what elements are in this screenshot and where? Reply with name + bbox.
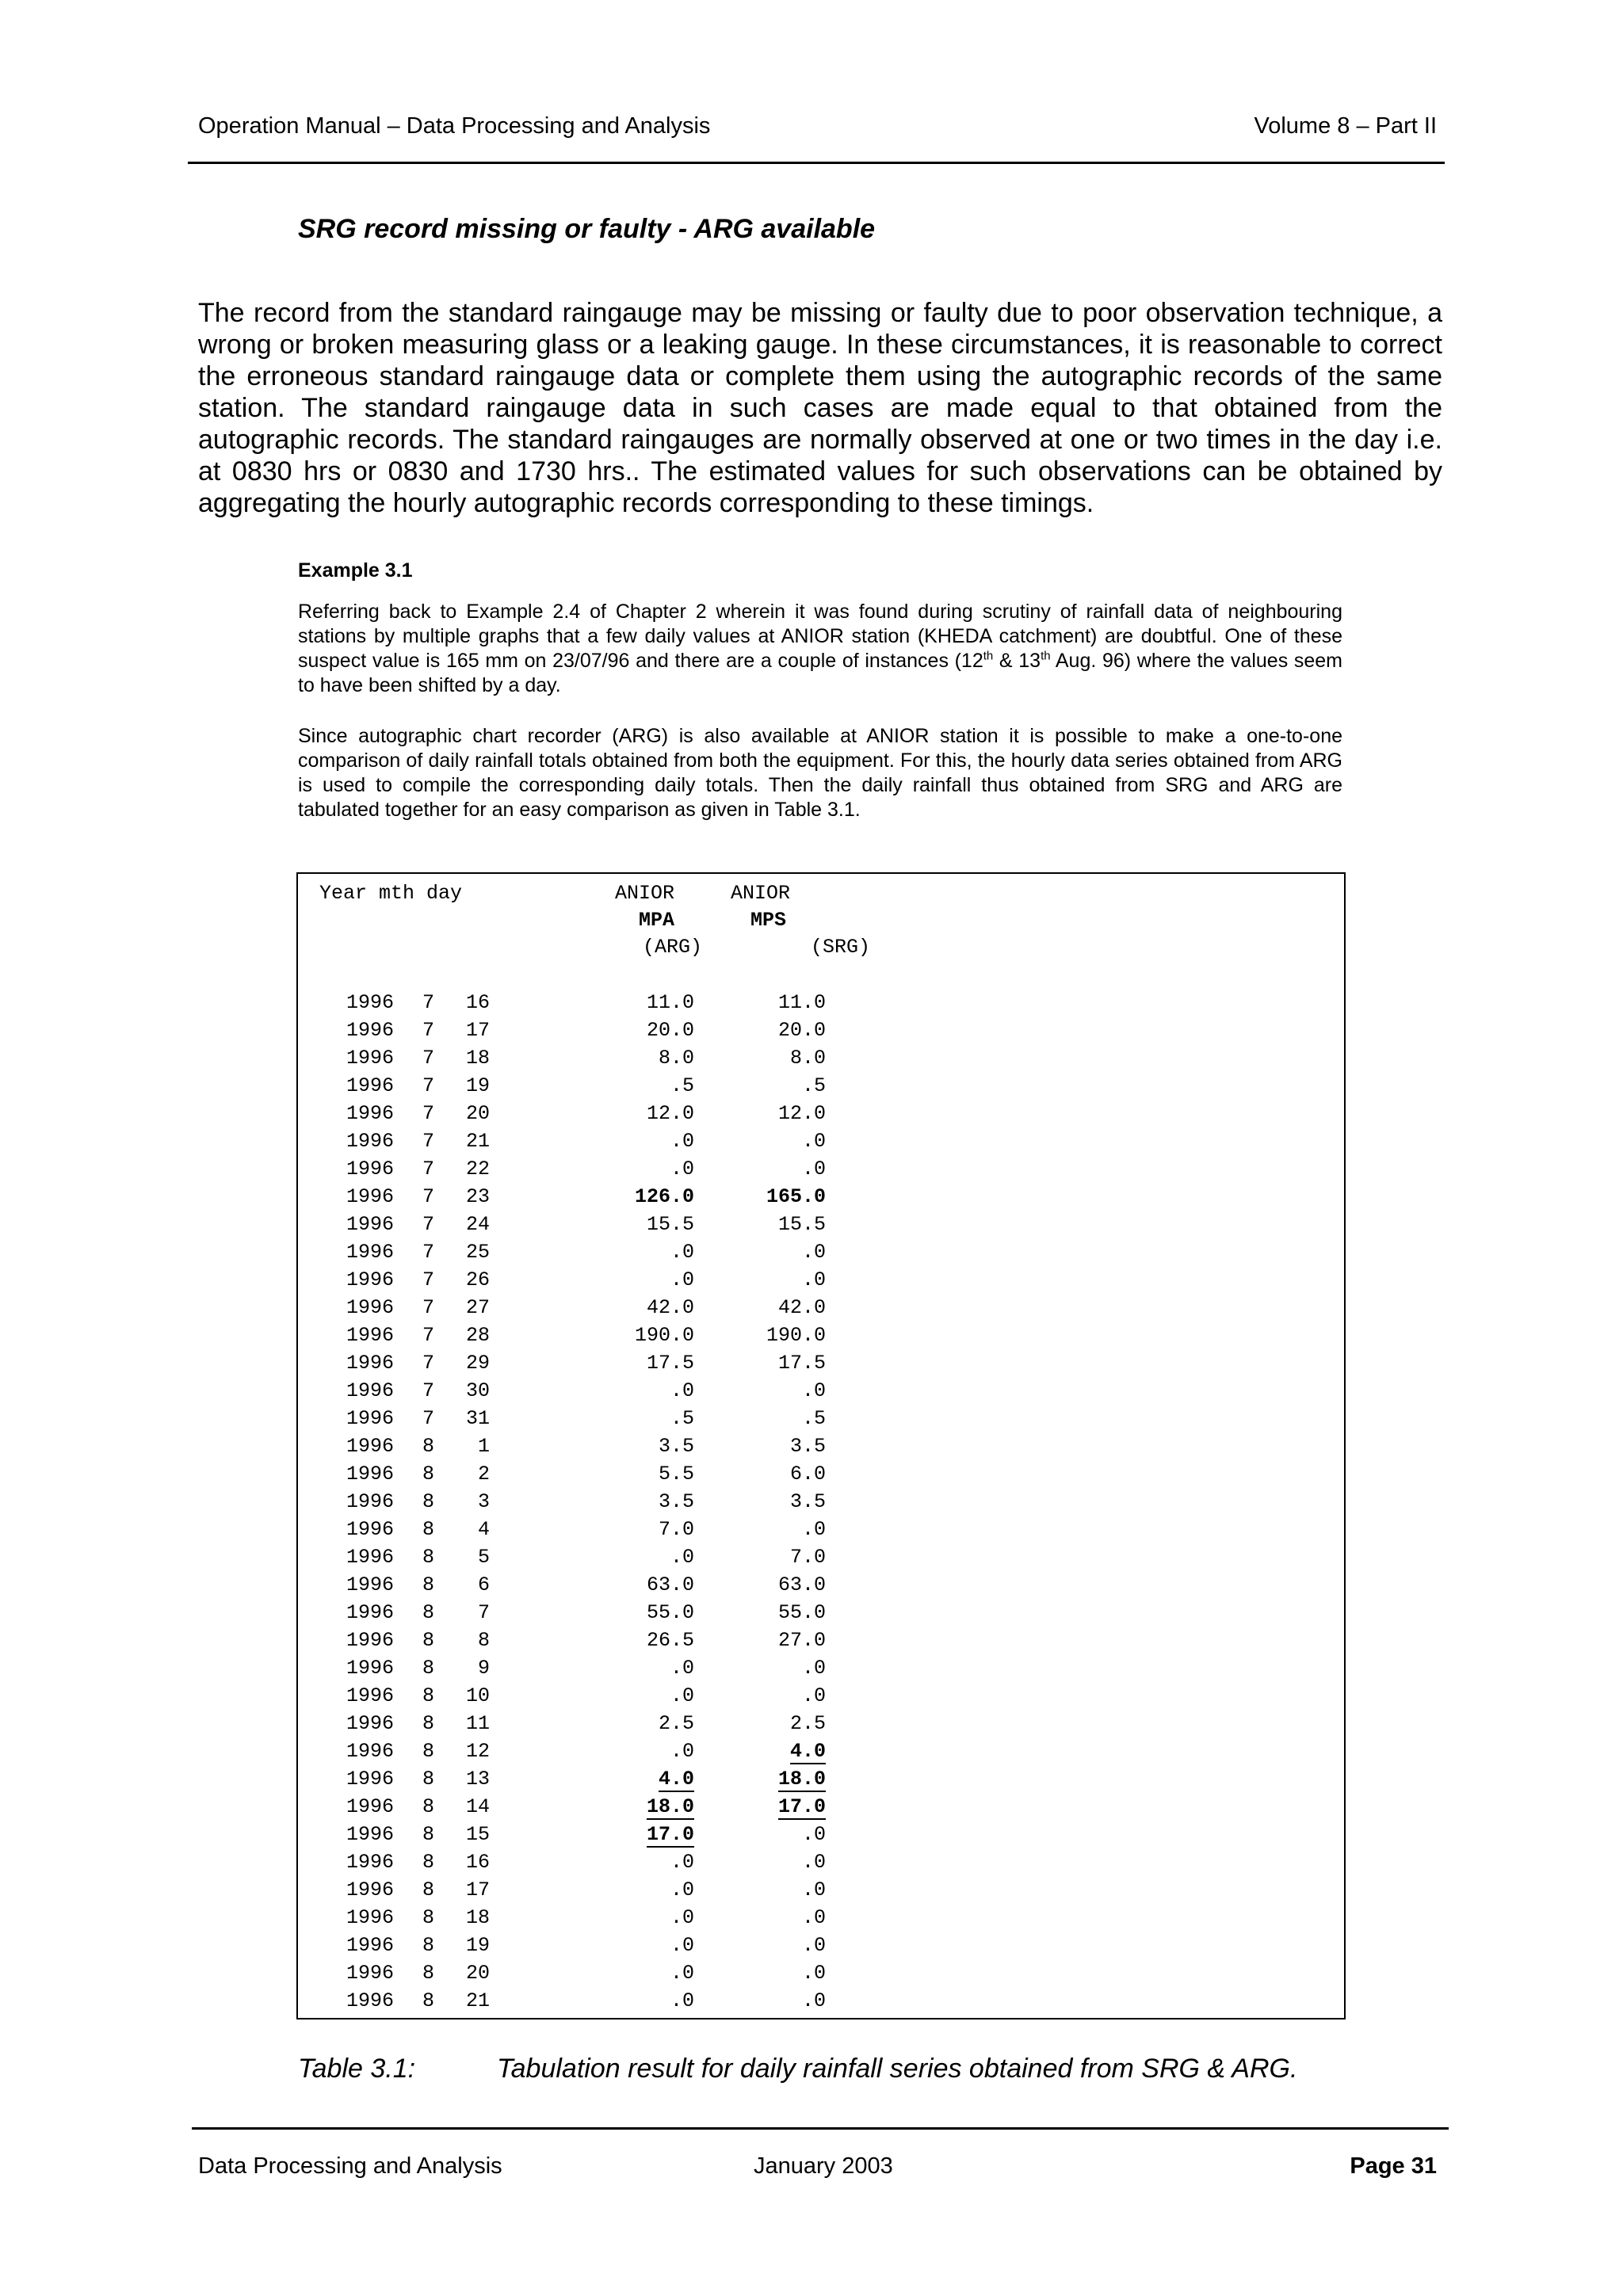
cell-year: 1996 [346,1158,394,1180]
cell-srg: .5 [801,1074,826,1097]
table-header-b-type: (SRG) [810,936,870,959]
cell-day: 17 [465,1878,490,1901]
cell-month: 7 [422,1296,434,1319]
cell-day: 19 [465,1934,490,1957]
cell-month: 8 [422,1934,434,1957]
cell-year: 1996 [346,1241,394,1264]
cell-day: 30 [465,1379,490,1402]
cell-month: 7 [422,1047,434,1070]
cell-day: 20 [465,1962,490,1985]
cell-day: 9 [477,1657,490,1680]
cell-arg: .0 [670,1851,694,1874]
cell-day: 7 [477,1601,490,1624]
cell-arg: .0 [670,1962,694,1985]
cell-srg: 63.0 [777,1573,826,1596]
table-header-a-type: (ARG) [642,936,702,959]
cell-srg: 11.0 [777,991,826,1014]
cell-day: 29 [465,1352,490,1375]
cell-month: 7 [422,1352,434,1375]
cell-day: 27 [465,1296,490,1319]
cell-year: 1996 [346,1268,394,1291]
cell-month: 7 [422,1074,434,1097]
cell-srg: .0 [801,1379,826,1402]
cell-day: 5 [477,1546,490,1569]
cell-day: 12 [465,1740,490,1763]
cell-month: 8 [422,1878,434,1901]
cell-arg: 15.5 [646,1213,694,1236]
cell-srg: 3.5 [789,1490,826,1513]
cell-srg [731,1794,826,1821]
cell-month: 8 [422,1518,434,1541]
cell-year: 1996 [346,1379,394,1402]
cell-year: 1996 [346,1601,394,1624]
cell-year: 1996 [346,1684,394,1707]
cell-srg-underlined: 17.0 [777,1795,826,1818]
cell-srg-underlined: 4.0 [789,1740,826,1763]
cell-day: 21 [465,1130,490,1153]
cell-day: 31 [465,1407,490,1430]
footer-date: January 2003 [754,2153,893,2179]
cell-month: 7 [422,1379,434,1402]
table-header-b-code: MPS [750,909,786,932]
cell-year: 1996 [346,1074,394,1097]
cell-day: 21 [465,1989,490,2012]
cell-month: 8 [422,1768,434,1791]
cell-month: 7 [422,1102,434,1125]
cell-month: 7 [422,991,434,1014]
header-divider [188,162,1445,164]
cell-srg: 3.5 [789,1435,826,1458]
cell-year: 1996 [346,1768,394,1791]
cell-arg: .0 [670,1878,694,1901]
cell-month: 7 [422,1241,434,1264]
cell-srg: .0 [801,1158,826,1180]
cell-month: 8 [422,1795,434,1818]
cell-year: 1996 [346,1795,394,1818]
cell-arg: .0 [670,1379,694,1402]
cell-month: 8 [422,1684,434,1707]
cell-srg: 8.0 [789,1047,826,1070]
cell-arg: 8.0 [658,1047,694,1070]
cell-arg: 63.0 [646,1573,694,1596]
cell-srg: .0 [801,1851,826,1874]
cell-year: 1996 [346,1657,394,1680]
cell-year: 1996 [346,1019,394,1042]
cell-arg: 5.5 [658,1463,694,1486]
cell-year: 1996 [346,1324,394,1347]
cell-year: 1996 [346,1047,394,1070]
cell-arg: 55.0 [646,1601,694,1624]
cell-year: 1996 [346,1906,394,1929]
cell-month: 7 [422,1185,434,1208]
cell-month: 7 [422,1324,434,1347]
cell-srg: .0 [801,1684,826,1707]
cell-month: 7 [422,1268,434,1291]
example-paragraph-2: Since autographic chart recorder (ARG) is also available at ANIOR station it is possible to make a one-to-one comparison of daily rainfall totals obtained from both the equipment. For this, the hourly data series obtained from ARG is used to compile the corresponding daily totals. Then the daily rainfall thus obtained from SRG and ARG are tabulated together for an easy comparison as given in Table 3.1. [298,725,1342,821]
cell-arg: .0 [670,1546,694,1569]
cell-day: 23 [465,1185,490,1208]
cell-month: 8 [422,1657,434,1680]
cell-srg: .0 [801,1268,826,1291]
cell-day: 15 [465,1823,490,1846]
cell-year: 1996 [346,1546,394,1569]
cell-arg-underlined: 4.0 [658,1768,694,1791]
cell-day: 18 [465,1906,490,1929]
cell-arg: 12.0 [646,1102,694,1125]
cell-month: 7 [422,1407,434,1430]
superscript-th-2: th [1041,649,1051,663]
table-header-a-code: MPA [638,909,674,932]
superscript-th-1: th [983,649,994,663]
cell-day: 3 [477,1490,490,1513]
footer-title: Data Processing and Analysis [198,2153,502,2179]
rainfall-table [296,872,1346,2019]
cell-srg: .0 [801,1130,826,1153]
cell-month: 8 [422,1906,434,1929]
cell-day: 2 [477,1463,490,1486]
cell-year: 1996 [346,1823,394,1846]
cell-year: 1996 [346,1740,394,1763]
cell-day: 20 [465,1102,490,1125]
cell-day: 1 [477,1435,490,1458]
cell-day: 18 [465,1047,490,1070]
cell-srg: 7.0 [789,1546,826,1569]
cell-arg: 17.5 [646,1352,694,1375]
cell-year: 1996 [346,1130,394,1153]
example-title: Example 3.1 [298,559,413,582]
table-header-a-station: ANIOR [614,882,674,905]
cell-day: 25 [465,1241,490,1264]
cell-month: 8 [422,1546,434,1569]
cell-srg: .0 [801,1962,826,1985]
footer-divider [192,2127,1449,2130]
cell-year: 1996 [346,1878,394,1901]
cell-srg: .0 [801,1878,826,1901]
cell-year: 1996 [346,1407,394,1430]
cell-srg: .0 [801,1657,826,1680]
cell-arg: 190.0 [634,1324,694,1347]
cell-month: 7 [422,1019,434,1042]
cell-year: 1996 [346,1934,394,1957]
cell-month: 7 [422,1213,434,1236]
cell-day: 17 [465,1019,490,1042]
cell-year: 1996 [346,1296,394,1319]
cell-srg [731,1738,826,1765]
cell-year: 1996 [346,1102,394,1125]
cell-arg: 26.5 [646,1629,694,1652]
example-paragraph-1 [298,600,1342,698]
cell-month: 8 [422,1435,434,1458]
cell-month: 8 [422,1712,434,1735]
cell-year: 1996 [346,991,394,1014]
example-paragraph-1-text-c: Aug. 96) where the values seem to have been shifted by a day. [298,650,1342,696]
cell-day: 26 [465,1268,490,1291]
cell-srg: .0 [801,1241,826,1264]
cell-arg: .5 [670,1074,694,1097]
cell-arg: 7.0 [658,1518,694,1541]
cell-year: 1996 [346,1463,394,1486]
cell-month: 8 [422,1851,434,1874]
cell-year: 1996 [346,1962,394,1985]
cell-srg: 6.0 [789,1463,826,1486]
cell-srg: 165.0 [766,1185,826,1208]
cell-arg: 42.0 [646,1296,694,1319]
cell-arg: 20.0 [646,1019,694,1042]
header-title: Operation Manual – Data Processing and Analysis [198,113,711,139]
table-header-date: Year mth day [319,882,463,905]
cell-srg: .0 [801,1906,826,1929]
body-paragraph: The record from the standard raingauge may be missing or faulty due to poor observation technique, a wrong or broken measuring glass or a leaking gauge. In these circumstances, it is reasonable to correct the erroneous standard raingauge data or complete them using the autographic records of the same station. The standard raingauge data in such cases are made equal to that obtained from the autographic records. The standard raingauges are normally observed at one or two times in the day i.e. at 0830 hrs or 0830 and 1730 hrs.. The estimated values for such observations can be obtained by aggregating the hourly autographic records corresponding to these timings. [198,298,1442,518]
cell-arg: 11.0 [646,991,694,1014]
cell-day: 22 [465,1158,490,1180]
example-paragraph-1-text-b: & 13 [993,650,1041,672]
cell-year: 1996 [346,1435,394,1458]
cell-arg: .0 [670,1268,694,1291]
cell-day: 16 [465,991,490,1014]
cell-month: 8 [422,1823,434,1846]
cell-arg: 3.5 [658,1435,694,1458]
cell-srg: 15.5 [777,1213,826,1236]
cell-srg: 12.0 [777,1102,826,1125]
cell-day: 6 [477,1573,490,1596]
cell-srg: 2.5 [789,1712,826,1735]
footer-page-number: Page 31 [1350,2153,1437,2179]
cell-month: 7 [422,1130,434,1153]
cell-arg: .0 [670,1241,694,1264]
cell-srg: 17.5 [777,1352,826,1375]
cell-srg: .0 [801,1989,826,2012]
cell-arg: .0 [670,1684,694,1707]
table-caption-text: Tabulation result for daily rainfall series obtained from SRG & ARG. [497,2054,1298,2084]
cell-arg: 126.0 [634,1185,694,1208]
cell-srg: 55.0 [777,1601,826,1624]
cell-year: 1996 [346,1989,394,2012]
cell-arg: 2.5 [658,1712,694,1735]
cell-srg: .5 [801,1407,826,1430]
cell-arg: .0 [670,1989,694,2012]
cell-srg: 42.0 [777,1296,826,1319]
cell-arg: .0 [670,1906,694,1929]
cell-srg: 190.0 [766,1324,826,1347]
cell-arg: 3.5 [658,1490,694,1513]
cell-year: 1996 [346,1213,394,1236]
cell-month: 8 [422,1463,434,1486]
cell-day: 24 [465,1213,490,1236]
cell-day: 28 [465,1324,490,1347]
cell-srg: 20.0 [777,1019,826,1042]
cell-srg: 27.0 [777,1629,826,1652]
cell-arg [599,1766,694,1793]
cell-month: 8 [422,1629,434,1652]
cell-arg: .0 [670,1657,694,1680]
table-caption-label: Table 3.1: [298,2054,416,2084]
example-paragraph-1-text-a: Referring back to Example 2.4 of Chapter 2 wherein it was found during scrutiny of rainfall data of neighbouring stations by multiple graphs that a few daily values at ANIOR station (KHEDA catchment) are doubtful. One of these suspect value is 165 mm on 23/07/96 and there are a couple of instances (12 [298,601,1342,672]
cell-month: 8 [422,1989,434,2012]
cell-arg: .5 [670,1407,694,1430]
cell-arg-underlined: 17.0 [646,1823,694,1846]
cell-day: 8 [477,1629,490,1652]
header-volume: Volume 8 – Part II [1254,113,1437,139]
cell-year: 1996 [346,1851,394,1874]
cell-year: 1996 [346,1712,394,1735]
cell-year: 1996 [346,1573,394,1596]
cell-arg: .0 [670,1158,694,1180]
cell-day: 10 [465,1684,490,1707]
cell-arg: .0 [670,1740,694,1763]
cell-year: 1996 [346,1490,394,1513]
cell-day: 16 [465,1851,490,1874]
cell-arg [599,1821,694,1848]
cell-arg: .0 [670,1130,694,1153]
cell-month: 8 [422,1490,434,1513]
cell-month: 8 [422,1573,434,1596]
cell-day: 13 [465,1768,490,1791]
cell-month: 7 [422,1158,434,1180]
cell-year: 1996 [346,1352,394,1375]
cell-srg: .0 [801,1823,826,1846]
cell-day: 4 [477,1518,490,1541]
table-header-b-station: ANIOR [731,882,791,905]
cell-arg [599,1794,694,1821]
cell-arg-underlined: 18.0 [646,1795,694,1818]
cell-day: 14 [465,1795,490,1818]
cell-year: 1996 [346,1518,394,1541]
cell-srg: .0 [801,1934,826,1957]
cell-arg: .0 [670,1934,694,1957]
section-heading: SRG record missing or faulty - ARG available [298,214,876,244]
cell-month: 8 [422,1740,434,1763]
cell-month: 8 [422,1601,434,1624]
cell-year: 1996 [346,1629,394,1652]
cell-month: 8 [422,1962,434,1985]
cell-day: 19 [465,1074,490,1097]
cell-srg: .0 [801,1518,826,1541]
cell-day: 11 [465,1712,490,1735]
cell-srg-underlined: 18.0 [777,1768,826,1791]
cell-year: 1996 [346,1185,394,1208]
cell-srg [731,1766,826,1793]
